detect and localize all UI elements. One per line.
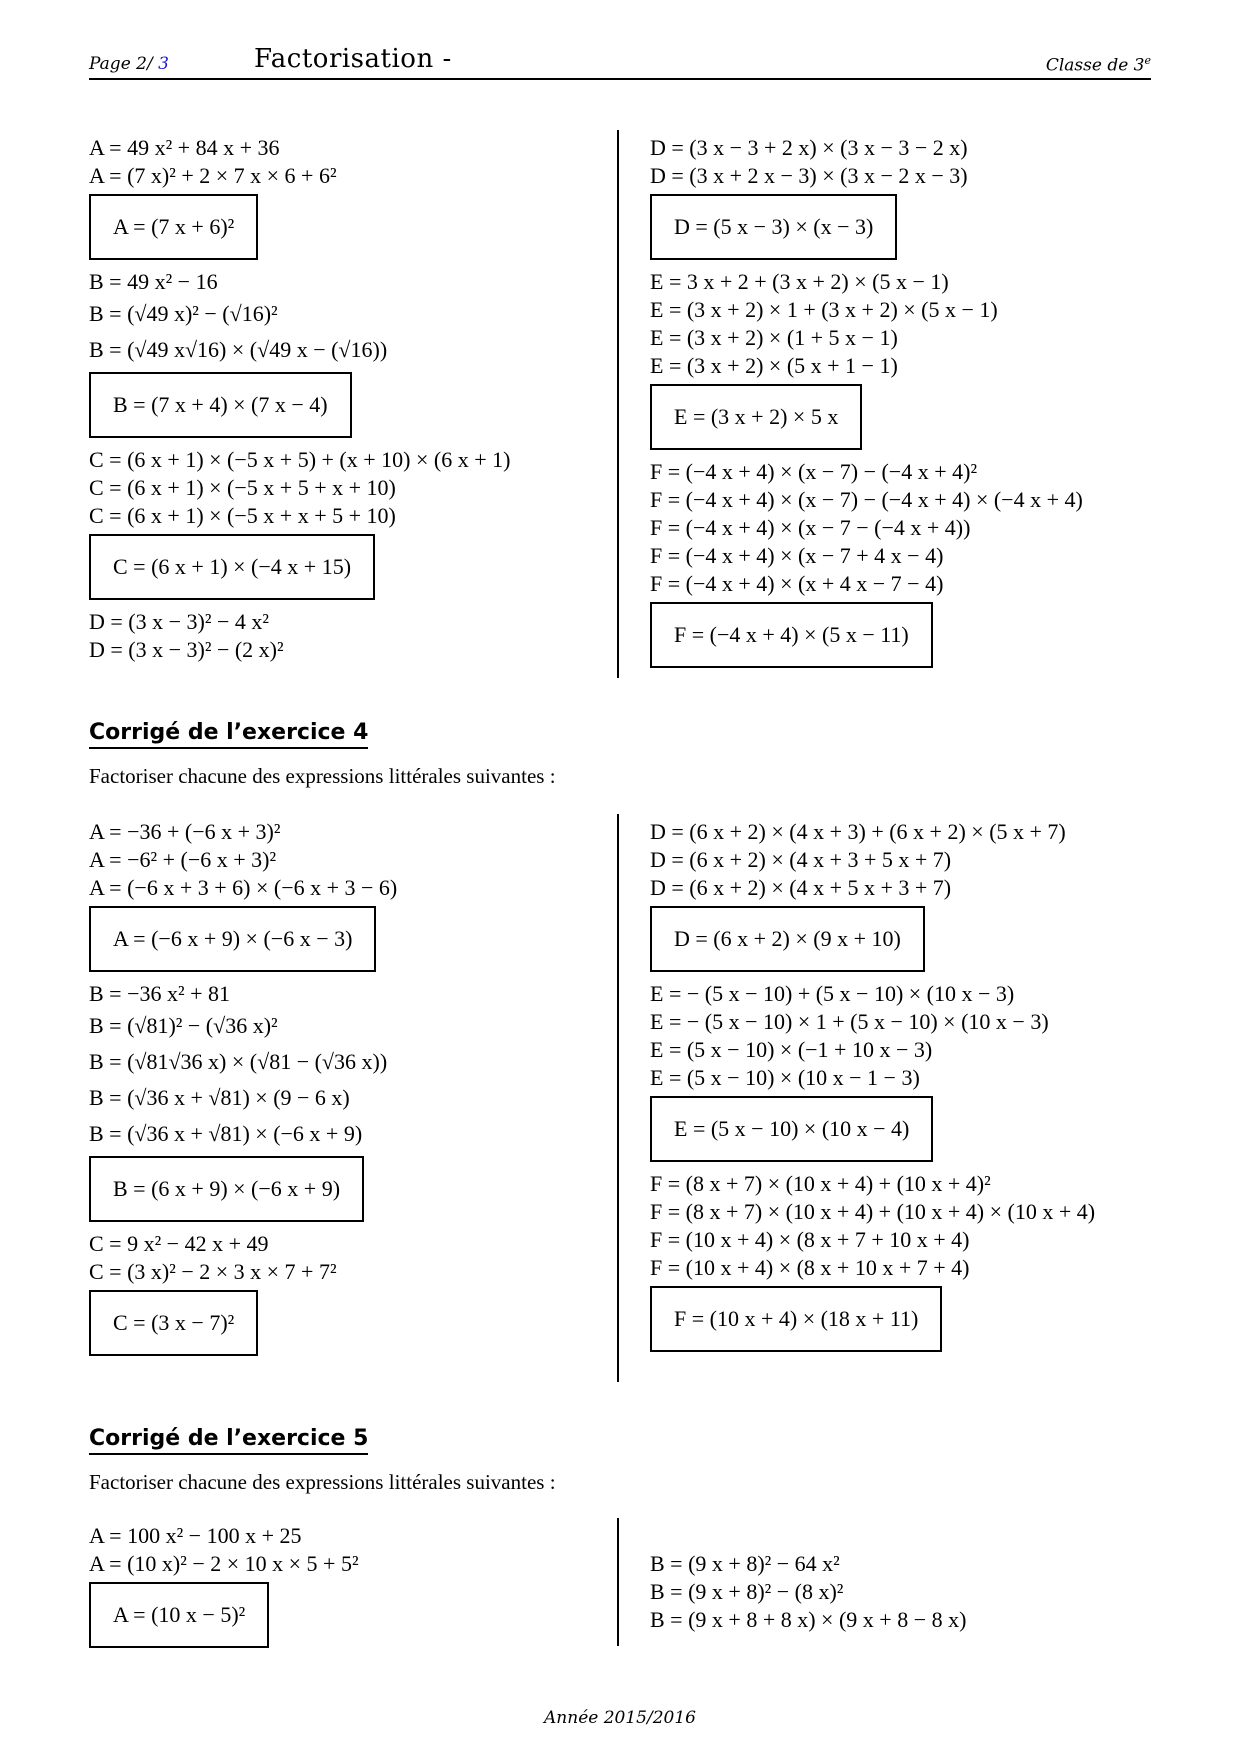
math-line: F = (−4 x + 4) × (x + 4 x − 7 − 4) [650, 571, 944, 596]
boxed-result: C = (3 x − 7)² [89, 1290, 258, 1356]
boxed-result: C = (6 x + 1) × (−4 x + 15) [89, 534, 375, 600]
boxed-result: B = (6 x + 9) × (−6 x + 9) [89, 1156, 364, 1222]
math-line: E = (5 x − 10) × (10 x − 1 − 3) [650, 1065, 920, 1090]
boxed-result: B = (7 x + 4) × (7 x − 4) [89, 372, 352, 438]
section-title-exercise-4: Corrigé de l’exercice 4 [89, 720, 368, 749]
math-line: F = (10 x + 4) × (8 x + 7 + 10 x + 4) [650, 1227, 970, 1252]
column-divider [617, 1518, 619, 1646]
boxed-result: A = (−6 x + 9) × (−6 x − 3) [89, 906, 376, 972]
boxed-result-wrapper [650, 190, 1150, 268]
boxed-result-wrapper [650, 598, 1150, 676]
math-line: C = (6 x + 1) × (−5 x + 5 + x + 10) [89, 475, 396, 500]
math-line: B = 49 x² − 16 [89, 269, 218, 294]
math-line: E = (3 x + 2) × 1 + (3 x + 2) × (5 x − 1) [650, 297, 998, 322]
math-line: D = (3 x − 3 + 2 x) × (3 x − 3 − 2 x) [650, 135, 968, 160]
class-label [1046, 54, 1151, 76]
math-line: E = − (5 x − 10) + (5 x − 10) × (10 x − 3) [650, 981, 1015, 1006]
math-line: E = (3 x + 2) × (1 + 5 x − 1) [650, 325, 898, 350]
boxed-result: F = (−4 x + 4) × (5 x − 11) [650, 602, 933, 668]
math-line: F = (10 x + 4) × (8 x + 10 x + 7 + 4) [650, 1255, 970, 1280]
footer-year: Année 2015/2016 [544, 1708, 696, 1728]
math-line: B = (√36 x + √81) × (−6 x + 9) [89, 1121, 363, 1146]
boxed-result-wrapper [89, 1286, 609, 1364]
boxed-result: D = (6 x + 2) × (9 x + 10) [650, 906, 925, 972]
column-divider [617, 130, 619, 678]
math-line: B = (√49 x√16) × (√49 x − (√16)) [89, 337, 388, 362]
math-line: C = (3 x)² − 2 × 3 x × 7 + 7² [89, 1259, 337, 1284]
boxed-result-wrapper [650, 380, 1150, 458]
math-line: A = 49 x² + 84 x + 36 [89, 135, 280, 160]
math-line: A = (10 x)² − 2 × 10 x × 5 + 5² [89, 1551, 359, 1576]
section4-intro: Factoriser chacune des expressions littérales suivantes : [89, 764, 556, 788]
math-line: C = 9 x² − 42 x + 49 [89, 1231, 269, 1256]
boxed-result: D = (5 x − 3) × (x − 3) [650, 194, 897, 260]
math-line: B = (√81√36 x) × (√81 − (√36 x)) [89, 1049, 388, 1074]
block2-right-column [650, 818, 1150, 1360]
block1-right-column [650, 134, 1150, 676]
page-header [89, 44, 1151, 80]
document-title: Factorisation - [254, 44, 452, 74]
boxed-result-wrapper [650, 1092, 1150, 1170]
section-title-exercise-5: Corrigé de l’exercice 5 [89, 1426, 368, 1455]
math-line: F = (−4 x + 4) × (x − 7) − (−4 x + 4)² [650, 459, 978, 484]
math-line: E = (5 x − 10) × (−1 + 10 x − 3) [650, 1037, 933, 1062]
boxed-result-wrapper [650, 902, 1150, 980]
math-line: B = (√49 x)² − (√16)² [89, 301, 278, 326]
boxed-result: F = (10 x + 4) × (18 x + 11) [650, 1286, 942, 1352]
boxed-result: E = (5 x − 10) × (10 x − 4) [650, 1096, 933, 1162]
page-total-link[interactable]: 3 [158, 54, 169, 74]
math-line: D = (3 x − 3)² − 4 x² [89, 609, 269, 634]
math-line: E = (3 x + 2) × (5 x + 1 − 1) [650, 353, 898, 378]
math-line: D = (6 x + 2) × (4 x + 3) + (6 x + 2) × (5 x + 7) [650, 819, 1066, 844]
math-line: A = (7 x)² + 2 × 7 x × 6 + 6² [89, 163, 337, 188]
math-line: F = (−4 x + 4) × (x − 7) − (−4 x + 4) × (−4 x + 4) [650, 487, 1083, 512]
math-line: D = (3 x − 3)² − (2 x)² [89, 637, 284, 662]
block3-left-column [89, 1522, 609, 1656]
math-line: E = 3 x + 2 + (3 x + 2) × (5 x − 1) [650, 269, 949, 294]
math-line: D = (6 x + 2) × (4 x + 5 x + 3 + 7) [650, 875, 952, 900]
math-line: E = − (5 x − 10) × 1 + (5 x − 10) × (10 x − 3) [650, 1009, 1049, 1034]
boxed-result: A = (10 x − 5)² [89, 1582, 269, 1648]
page-number [89, 54, 169, 74]
boxed-result-wrapper [89, 1152, 609, 1230]
math-line: B = (√36 x + √81) × (9 − 6 x) [89, 1085, 350, 1110]
page-label: Page 2/ [89, 54, 153, 74]
boxed-result-wrapper [89, 902, 609, 980]
math-line: A = 100 x² − 100 x + 25 [89, 1523, 302, 1548]
class-superscript: e [1144, 54, 1151, 67]
column-divider [617, 814, 619, 1382]
boxed-result: E = (3 x + 2) × 5 x [650, 384, 862, 450]
block2-left-column [89, 818, 609, 1364]
math-line: F = (−4 x + 4) × (x − 7 − (−4 x + 4)) [650, 515, 971, 540]
math-line: B = (9 x + 8 + 8 x) × (9 x + 8 − 8 x) [650, 1607, 967, 1632]
math-line: A = (−6 x + 3 + 6) × (−6 x + 3 − 6) [89, 875, 398, 900]
section5-intro: Factoriser chacune des expressions littérales suivantes : [89, 1470, 556, 1494]
math-line: B = (9 x + 8)² − 64 x² [650, 1551, 840, 1576]
math-line: D = (6 x + 2) × (4 x + 3 + 5 x + 7) [650, 847, 952, 872]
math-line: B = (9 x + 8)² − (8 x)² [650, 1579, 844, 1604]
boxed-result-wrapper [89, 1578, 609, 1656]
math-line: A = −6² + (−6 x + 3)² [89, 847, 277, 872]
math-line: F = (−4 x + 4) × (x − 7 + 4 x − 4) [650, 543, 944, 568]
block1-left-column [89, 134, 609, 664]
boxed-result: A = (7 x + 6)² [89, 194, 258, 260]
math-line: F = (8 x + 7) × (10 x + 4) + (10 x + 4)² [650, 1171, 991, 1196]
math-line: B = (√81)² − (√36 x)² [89, 1013, 278, 1038]
math-line: F = (8 x + 7) × (10 x + 4) + (10 x + 4) × (10 x + 4) [650, 1199, 1096, 1224]
boxed-result-wrapper [650, 1282, 1150, 1360]
math-line: C = (6 x + 1) × (−5 x + x + 5 + 10) [89, 503, 396, 528]
math-line: A = −36 + (−6 x + 3)² [89, 819, 281, 844]
block3-right-column [650, 1550, 1150, 1634]
math-line: C = (6 x + 1) × (−5 x + 5) + (x + 10) × (6 x + 1) [89, 447, 511, 472]
math-line: B = −36 x² + 81 [89, 981, 230, 1006]
boxed-result-wrapper [89, 190, 609, 268]
class-text: Classe de 3 [1045, 55, 1145, 76]
math-line: D = (3 x + 2 x − 3) × (3 x − 2 x − 3) [650, 163, 968, 188]
boxed-result-wrapper [89, 368, 609, 446]
boxed-result-wrapper [89, 530, 609, 608]
